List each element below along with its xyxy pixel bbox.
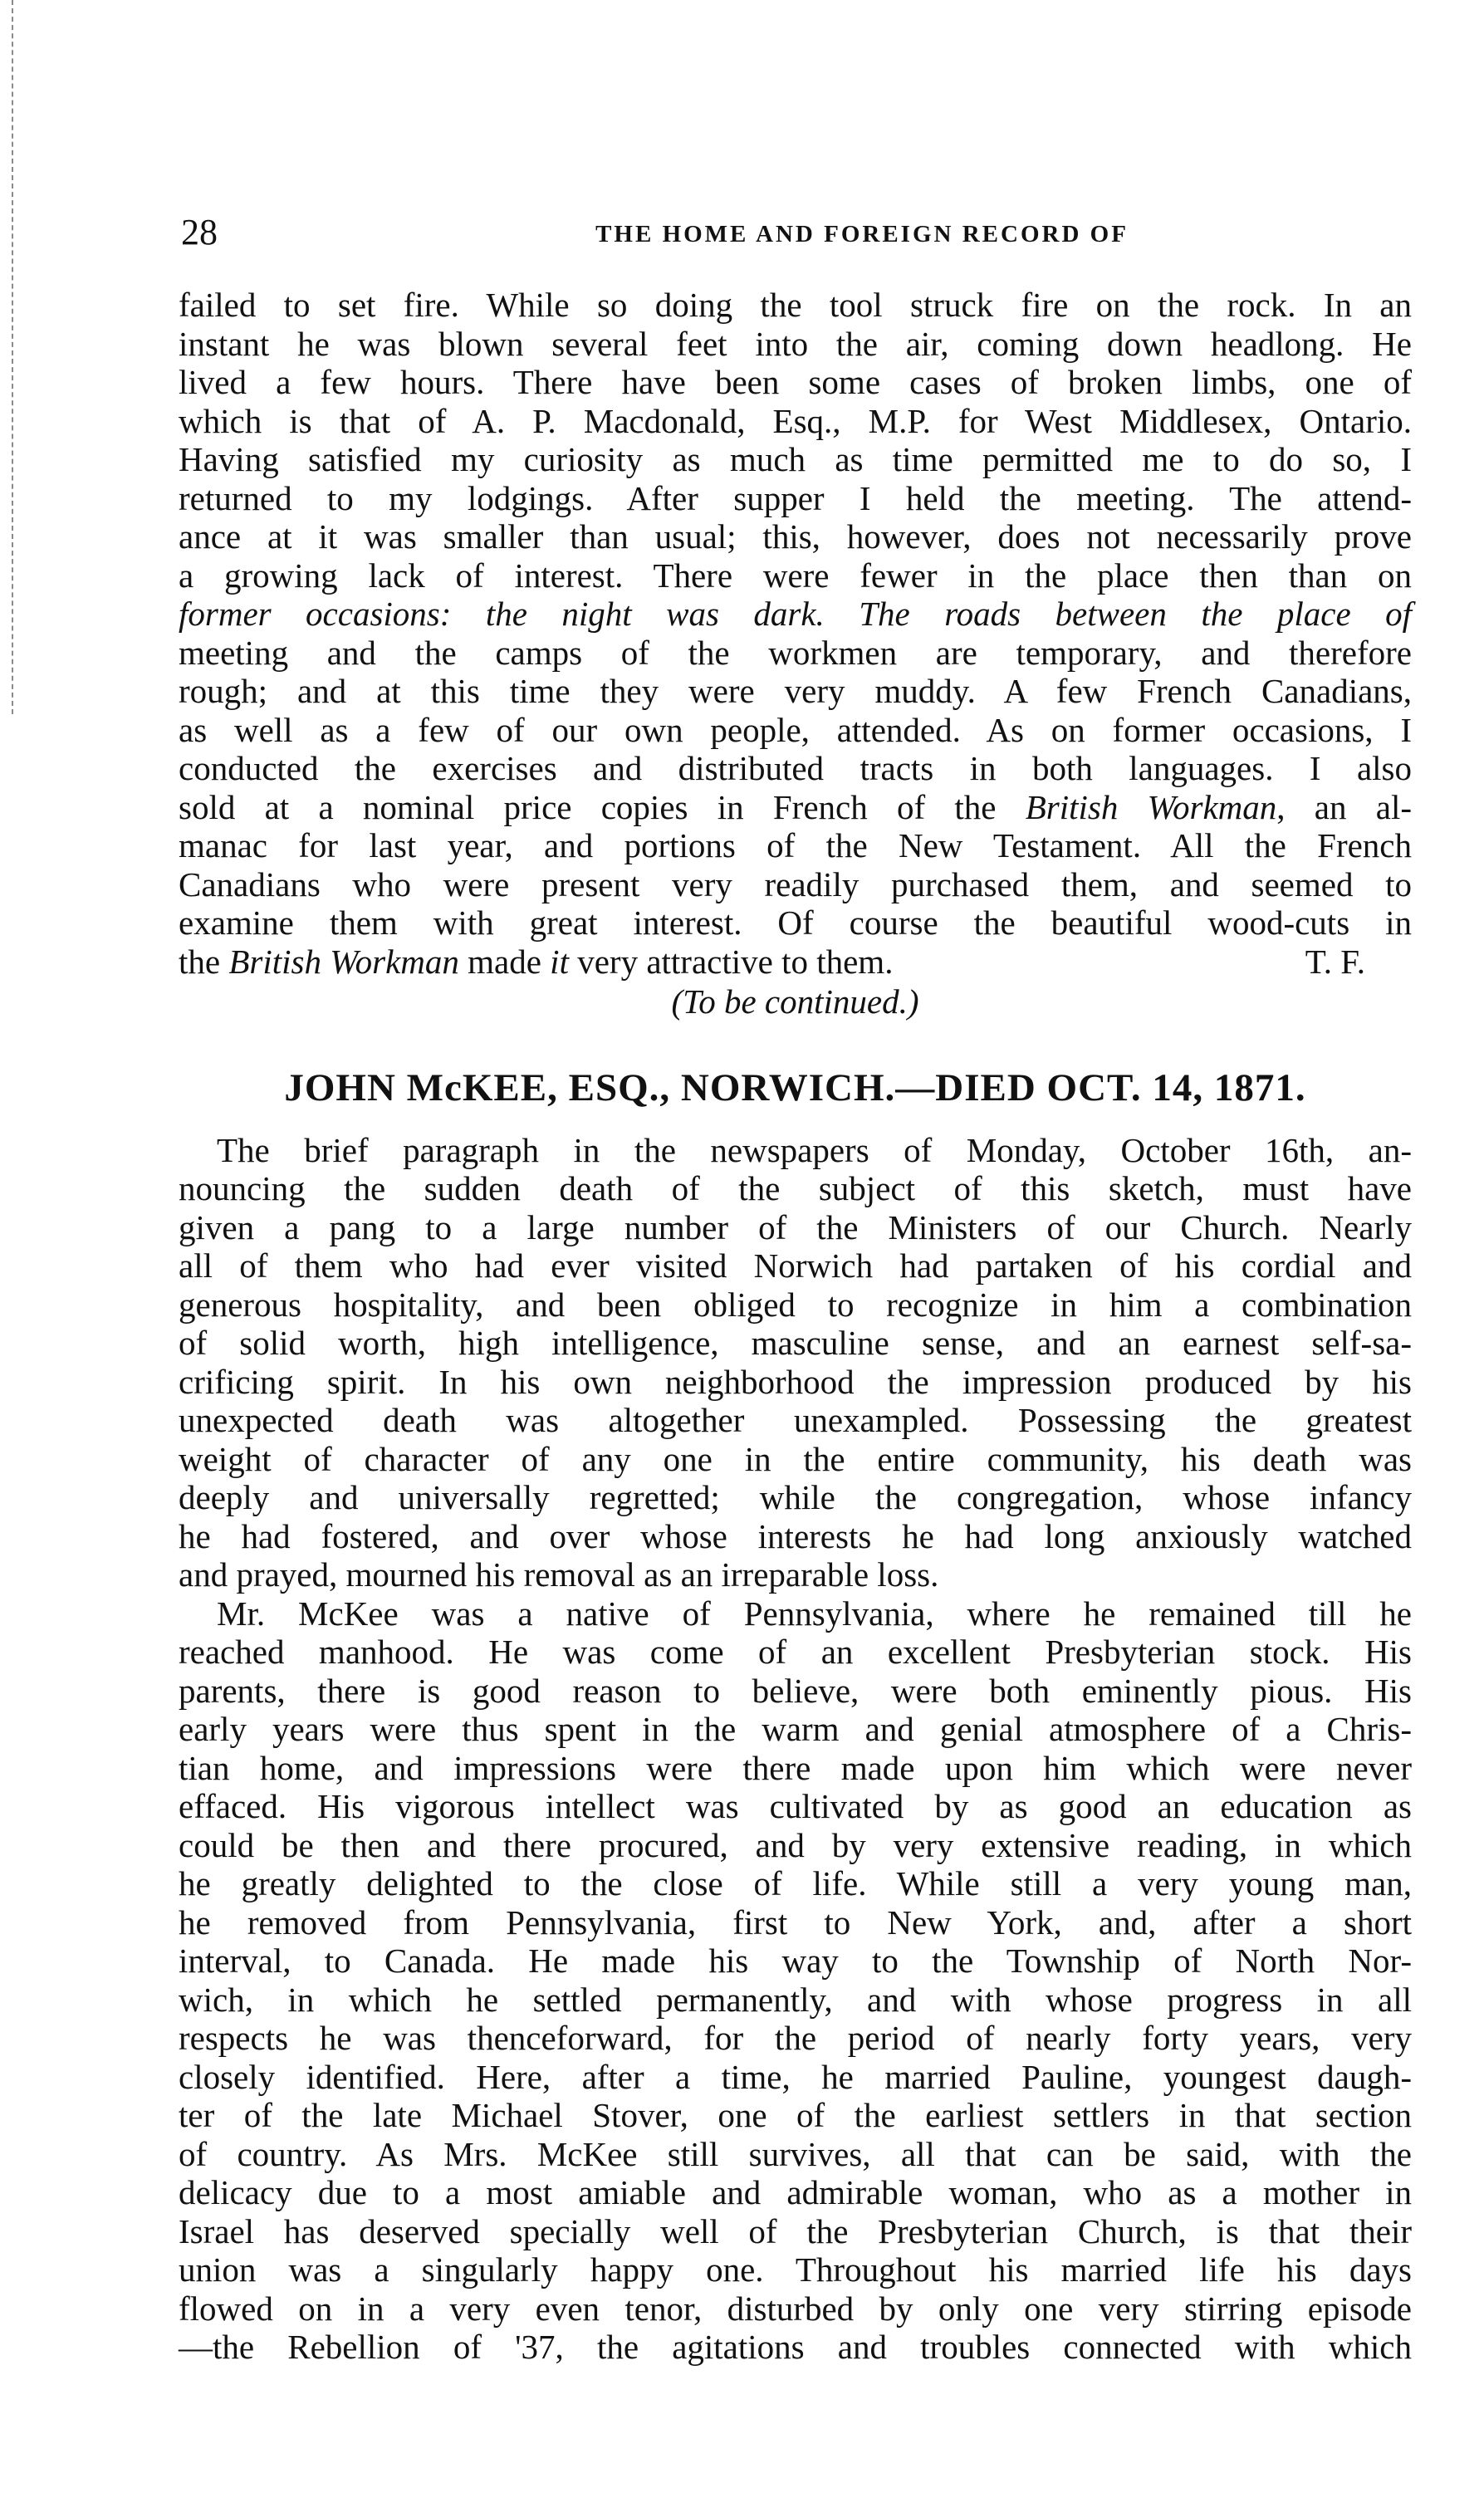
page-header <box>181 209 1410 259</box>
author-signature: T. F. <box>1305 942 1365 981</box>
text-line: rough; and at this time they were very muddy. A few French Canadians, <box>179 672 1412 710</box>
text-line: ance at it was smaller than usual; this, however, does not necessarily prove <box>179 517 1412 556</box>
text-line: —the Rebellion of '37, the agitations and troubles connected with which <box>179 2328 1412 2366</box>
text-line: he had fostered, and over whose interests he had long anxiously watched <box>179 1516 1412 1555</box>
text-line: sold at a nominal price copies in French of the British Workman, an al- <box>179 787 1413 826</box>
text-line: deeply and universally regretted; while the congregation, whose infancy <box>179 1478 1412 1516</box>
text-line: wich, in which he settled permanently, and with whose progress in all <box>179 1980 1412 2019</box>
text-line: union was a singularly happy one. Throughout his married life his days <box>179 2250 1412 2289</box>
page-body <box>179 286 1412 2367</box>
text-line: crificing spirit. In his own neighborhood the impression produced by his <box>179 1362 1412 1401</box>
scan-margin-rule <box>12 0 13 714</box>
text-line: examine them with great interest. Of course the beautiful wood-cuts in <box>179 903 1412 942</box>
text-line-with-signature <box>179 943 1412 982</box>
text-line: conducted the exercises and distributed tracts in both languages. I also <box>179 749 1412 787</box>
text-line: parents, there is good reason to believe, were both eminently pious. His <box>179 1671 1412 1710</box>
text-line: meeting and the camps of the workmen are temporary, and therefore <box>179 633 1412 672</box>
text-line: lived a few hours. There have been some cases of broken limbs, one of <box>179 363 1412 401</box>
text-line: which is that of A. P. Macdonald, Esq., M.P. for West Middlesex, Ontario. <box>179 401 1412 440</box>
page-number: 28 <box>181 212 218 252</box>
text-line: and prayed, mourned his removal as an irreparable loss. <box>179 1555 939 1594</box>
text-line: effaced. His vigorous intellect was cultivated by as good an education as <box>179 1787 1412 1825</box>
text-line: former occasions: the night was dark. The roads between the place of <box>179 595 1412 633</box>
text-line-final: the British Workman made it very attractive to them. <box>179 942 894 981</box>
text-line: nouncing the sudden death of the subject of this sketch, must have <box>179 1169 1412 1207</box>
text-line: of country. As Mrs. McKee still survives, all that can be said, with the <box>179 2134 1412 2173</box>
text-line: a growing lack of interest. There were fewer in the place then than on <box>179 556 1412 595</box>
paragraph-1 <box>179 1131 1412 1594</box>
text-line: failed to set fire. While so doing the tool struck fire on the rock. In an <box>179 286 1412 324</box>
text-line: Canadians who were present very readily purchased them, and seemed to <box>179 864 1412 903</box>
text-line: closely identified. Here, after a time, he married Pauline, youngest daugh- <box>179 2057 1412 2096</box>
continued-section <box>179 286 1412 1021</box>
paragraph-2 <box>179 1594 1412 2367</box>
text-line: early years were thus spent in the warm and genial atmosphere of a Chris- <box>179 1710 1412 1748</box>
text-line: interval, to Canada. He made his way to the Township of North Nor- <box>179 1942 1412 1980</box>
text-line: manac for last year, and portions of the New Testament. All the French <box>179 826 1412 864</box>
running-head: THE HOME AND FOREIGN RECORD OF <box>595 221 1129 247</box>
text-line: he removed from Pennsylvania, first to New York, and, after a short <box>179 1902 1412 1942</box>
text-line: of solid worth, high intelligence, masculine sense, and an earnest self-sa- <box>179 1324 1412 1362</box>
text-line: given a pang to a large number of the Ministers of our Church. Nearly <box>179 1207 1412 1246</box>
text-line: Mr. McKee was a native of Pennsylvania, where he remained till he <box>217 1594 1412 1633</box>
text-line: he greatly delighted to the close of life. While still a very young man, <box>179 1864 1412 1902</box>
text-line: returned to my lodgings. After supper I held the meeting. The attend- <box>179 478 1412 517</box>
text-line: respects he was thenceforward, for the period of nearly forty years, very <box>179 2019 1412 2057</box>
text-line: delicacy due to a most amiable and admirable woman, who as a mother in <box>179 2173 1412 2211</box>
text-line: Having satisfied my curiosity as much as time permitted me to do so, I <box>179 440 1412 478</box>
text-line: could be then and there procured, and by very extensive reading, in which <box>179 1825 1412 1864</box>
text-line: as well as a few of our own people, attended. As on former occasions, I <box>179 710 1412 749</box>
text-line: reached manhood. He was come of an excellent Presbyterian stock. His <box>179 1633 1412 1671</box>
text-line: Israel has deserved specially well of the Presbyterian Church, is that their <box>179 2211 1412 2250</box>
text-line: flowed on in a very even tenor, disturbed by only one very stirring episode <box>179 2289 1412 2328</box>
text-line: unexpected death was altogether unexampled. Possessing the greatest <box>179 1401 1412 1439</box>
text-line: generous hospitality, and been obliged to recognize in him a combination <box>179 1285 1412 1324</box>
article-title: JOHN McKEE, ESQ., NORWICH.—DIED OCT. 14, 1871. <box>284 1065 1306 1109</box>
text-line: tian home, and impressions were there made upon him which were never <box>179 1748 1412 1787</box>
text-line: ter of the late Michael Stover, one of the earliest settlers in that section <box>179 2096 1412 2134</box>
text-line: instant he was blown several feet into the air, coming down headlong. He <box>179 324 1412 363</box>
text-line: weight of character of any one in the entire community, his death was <box>179 1439 1412 1478</box>
to-be-continued-note: (To be continued.) <box>671 982 919 1021</box>
text-line: The brief paragraph in the newspapers of Monday, October 16th, an- <box>217 1130 1412 1169</box>
text-line: all of them who had ever visited Norwich had partaken of his cordial and <box>179 1246 1412 1285</box>
